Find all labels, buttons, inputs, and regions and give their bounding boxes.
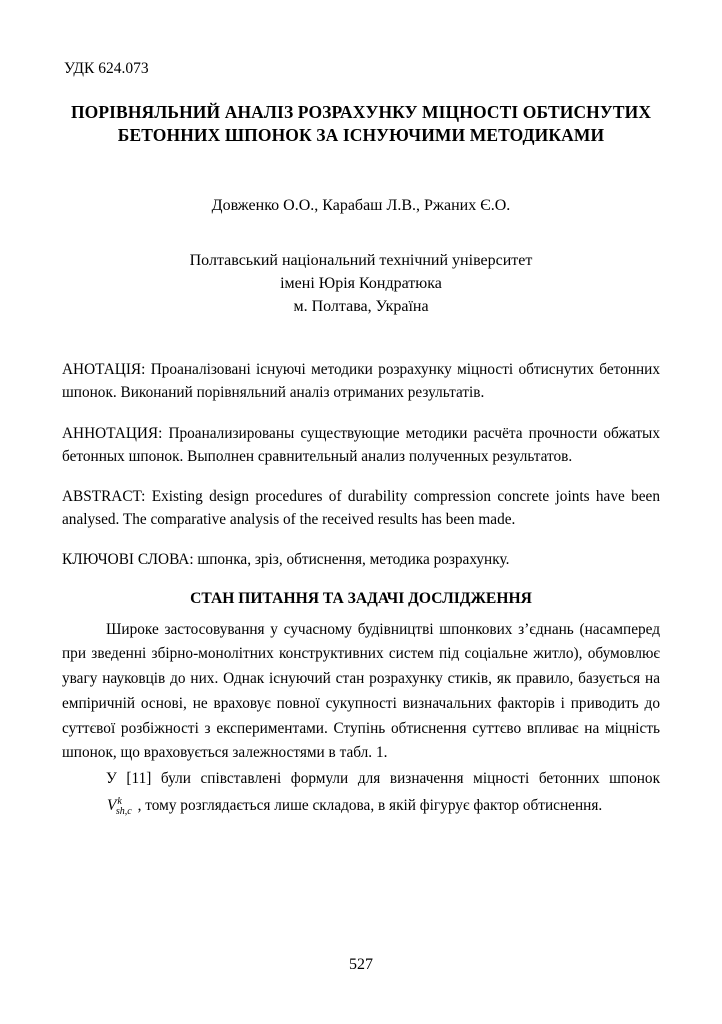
formula-superscript: k bbox=[117, 795, 122, 807]
abstract-block bbox=[62, 358, 660, 571]
authors-line: Довженко О.О., Карабаш Л.В., Ржаних Є.О. bbox=[211, 196, 511, 214]
abstract-ukrainian: АНОТАЦІЯ: Проаналізовані існуючі методики розрахунку міцності обтиснутих бетонних шпонок. Виконаний порівняльний аналіз отриманих результатів. bbox=[62, 361, 660, 402]
body-paragraph-2 bbox=[62, 766, 660, 819]
formula-variable: V bbox=[107, 796, 117, 814]
affiliation bbox=[62, 249, 660, 319]
formula-inline bbox=[62, 793, 138, 819]
body-paragraph-1: Широке застосовування у сучасному будівництві шпонкових з’єднань (насамперед при зведенні збірно-монолітних конструктивних систем під соціальне житло), обумовлює увагу науковців до них. Однак існуючий стан розрахунку стиків, як правило, базується на емпіричній основі, не враховує повної сукупності визначальних факторів і приводить до суттєвої розбіжності з експериментами. Ступінь обтиснення суттєво впливає на міцність шпонок, що враховується залежностями в табл. 1. bbox=[62, 620, 660, 762]
page-title: ПОРІВНЯЛЬНИЙ АНАЛІЗ РОЗРАХУНКУ МІЦНОСТІ ОБТИСНУТИХ БЕТОННИХ ШПОНОК ЗА ІСНУЮЧИМИ МЕТОДИКАМИ bbox=[70, 101, 652, 146]
affiliation-line-3: м. Полтава, Україна bbox=[293, 298, 429, 316]
udc-code: УДК 624.073 bbox=[64, 60, 149, 77]
abstract-english: ABSTRACT: Existing design procedures of durability compression concrete joints have been analysed. The comparative analysis of the received results has been made. bbox=[62, 488, 660, 529]
formula-subscript: sh,c bbox=[115, 805, 132, 817]
paragraph-2-text-after: , тому розглядається лише складова, в якій фігурує фактор обтиснення. bbox=[137, 796, 603, 814]
keywords-line: КЛЮЧОВІ СЛОВА: шпонка, зріз, обтиснення, методика розрахунку. bbox=[62, 550, 510, 568]
affiliation-line-1: Полтавський національний технічний університет bbox=[189, 251, 533, 269]
abstract-russian: АННОТАЦИЯ: Проанализированы существующие методики расчёта прочности обжатых бетонных шпонок. Выполнен сравнительный анализ полученных результатов. bbox=[62, 424, 660, 465]
affiliation-line-2: імені Юрія Кондратюка bbox=[280, 274, 442, 292]
page-number: 527 bbox=[349, 956, 373, 973]
section-heading: СТАН ПИТАННЯ ТА ЗАДАЧІ ДОСЛІДЖЕННЯ bbox=[190, 589, 532, 607]
paragraph-2-text-before: У [11] були співставлені формули для визначення міцності бетонних шпонок bbox=[106, 770, 660, 788]
